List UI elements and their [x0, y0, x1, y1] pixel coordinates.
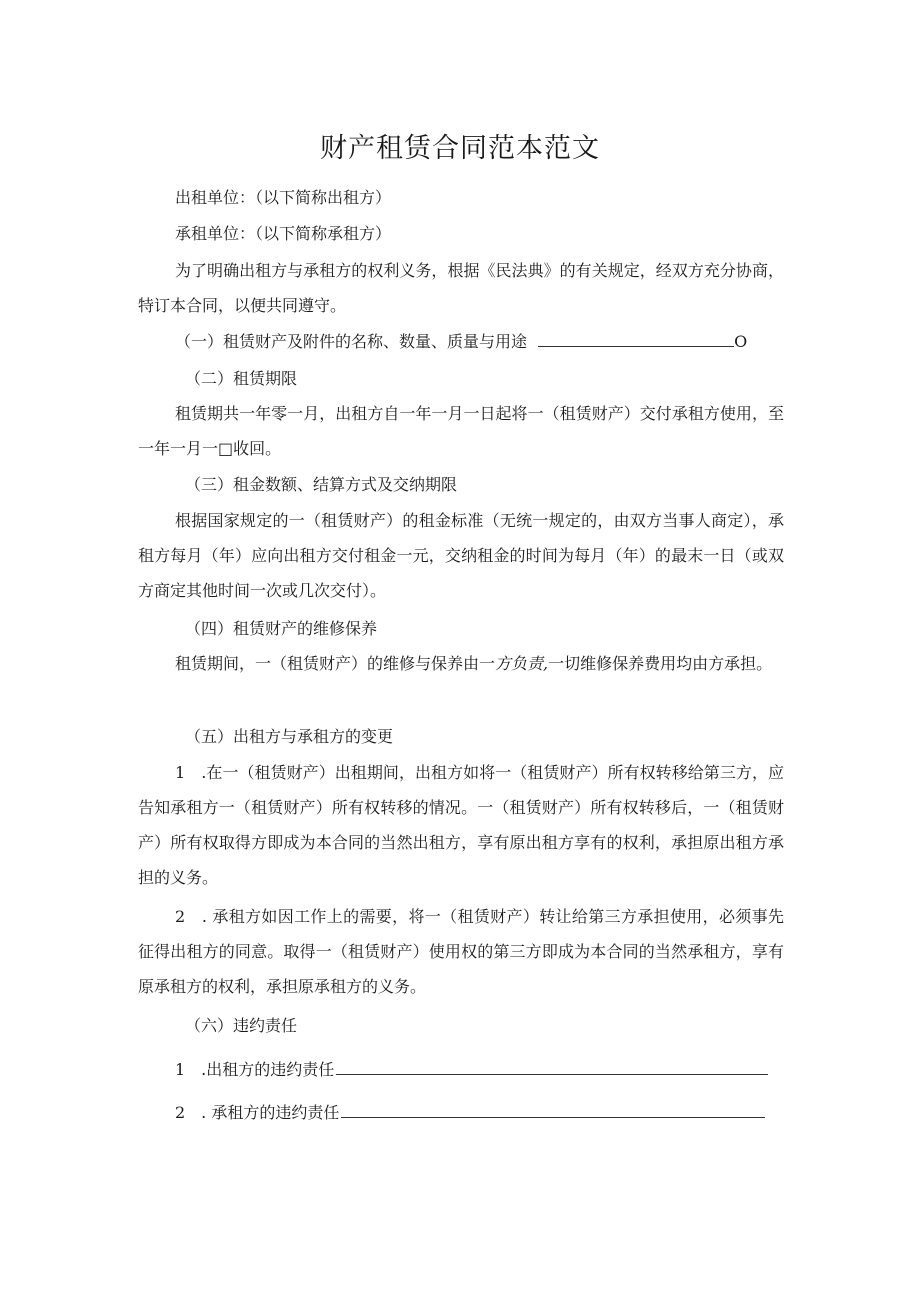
section-4-body-b: 方负责, — [495, 654, 549, 673]
section-6-item-1-text: 1 .出租方的违约责任 — [175, 1060, 335, 1079]
section-2-body: 租赁期共一年零一月，出租方自一年一月一日起将一（租赁财产）交付承租方使用，至一年一月一□收回。 — [138, 404, 784, 458]
section-6-item-1-blank — [336, 1060, 768, 1075]
section-6-item-2-text: 2 . 承租方的违约责任 — [175, 1103, 340, 1122]
section-2-heading: （二）租赁期限 — [185, 369, 298, 388]
section-6-item-2 — [138, 1095, 784, 1130]
section-6-item-2-blank — [341, 1103, 765, 1118]
section-1-end-mark: O — [734, 332, 748, 351]
lessor-line: 出租单位：（以下简称出租方） — [175, 188, 392, 207]
section-4-body-a: 租赁期间，一（租赁财产）的维修与保养由一 — [175, 654, 496, 673]
section-1-blank — [538, 332, 734, 347]
section-3-heading: （三）租金数额、结算方式及交纳期限 — [185, 475, 458, 494]
intro-paragraph: 为了明确出租方与承租方的权利义务，根据《民法典》的有关规定，经双方充分协商，特订本合同，以便共同遵守。 — [138, 261, 784, 315]
section-6-heading: （六）违约责任 — [185, 1016, 298, 1035]
section-5-item-1: 1 .在一（租赁财产）出租期间，出租方如将一（租赁财产）所有权转移给第三方，应告知承租方一（租赁财产）所有权转移的情况。一（租赁财产）所有权转移后，一（租赁财产）所有权取得方即成为本合同的当然出租方，享有原出租方享有的权利，承担原出租方承担的义务。 — [138, 763, 784, 887]
section-6-item-1 — [138, 1052, 784, 1087]
section-5-heading: （五）出租方与承租方的变更 — [185, 727, 394, 746]
lessee-line: 承租单位：（以下简称承租方） — [175, 224, 392, 243]
section-4-heading: （四）租赁财产的维修保养 — [185, 619, 378, 638]
section-3-body: 根据国家规定的一（租赁财产）的租金标准（无统一规定的，由双方当事人商定），承租方每月（年）应向出租方交付租金一元，交纳租金的时间为每月（年）的最末一日（或双方商定其他时间一次或几次交付）。 — [138, 511, 784, 600]
document-title: 财产租赁合同范本范文 — [320, 133, 600, 164]
section-1-heading — [138, 324, 784, 359]
section-4-body — [138, 646, 784, 681]
section-4-body-c: 一切维修保养费用均由方承担。 — [548, 654, 773, 673]
section-1-heading-text: （一）租赁财产及附件的名称、数量、质量与用途 — [175, 332, 528, 351]
section-5-item-2: 2 . 承租方如因工作上的需要，将一（租赁财产）转让给第三方承担使用，必须事先征得出租方的同意。取得一（租赁财产）使用权的第三方即成为本合同的当然承租方，享有原承租方的权利，承担原承租方的义务。 — [138, 907, 784, 996]
